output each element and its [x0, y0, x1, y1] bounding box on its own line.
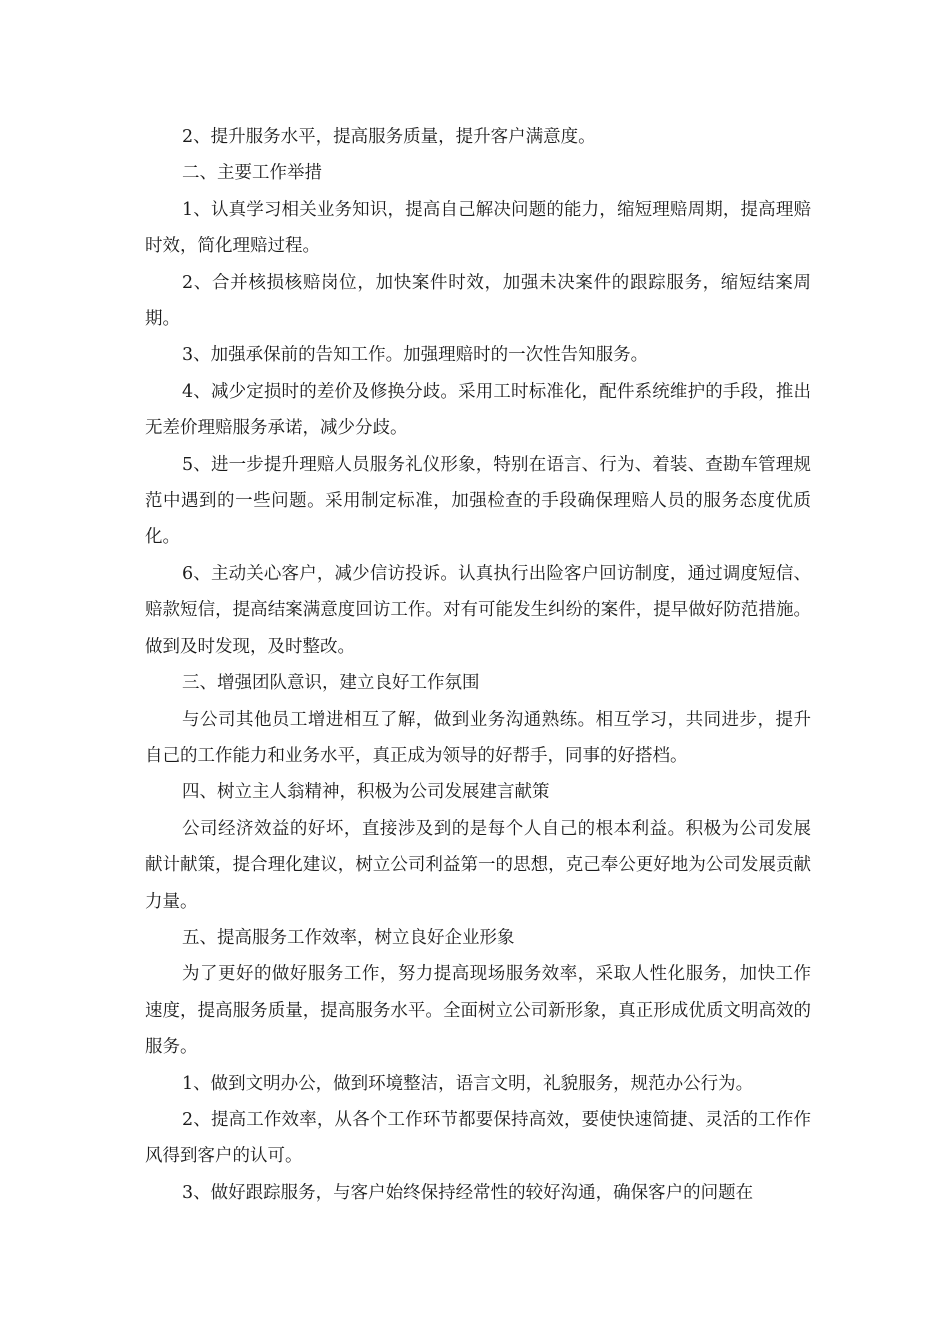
section-heading: 三、增强团队意识，建立良好工作氛围	[182, 673, 480, 694]
paragraph: 3、加强承保前的告知工作。加强理赔时的一次性告知服务。	[182, 345, 649, 366]
paragraph: 1、认真学习相关业务知识，提高自己解决问题的能力，缩短理赔周期，提高理赔时效，简化理赔过程。	[145, 199, 811, 257]
document-body	[145, 119, 811, 1211]
paragraph: 3、做好跟踪服务，与客户始终保持经常性的较好沟通，确保客户的问题在	[182, 1182, 754, 1203]
paragraph: 为了更好的做好服务工作，努力提高现场服务效率，采取人性化服务，加快工作速度，提高服务质量，提高服务水平。全面树立公司新形象，真正形成优质文明高效的服务。	[145, 964, 811, 1058]
paragraph: 2、合并核损核赔岗位，加快案件时效，加强未决案件的跟踪服务，缩短结案周期。	[145, 272, 811, 330]
section-heading: 五、提高服务工作效率，树立良好企业形象	[182, 927, 515, 948]
paragraph: 公司经济效益的好坏，直接涉及到的是每个人自己的根本利益。积极为公司发展献计献策，提合理化建议，树立公司利益第一的思想，克己奉公更好地为公司发展贡献力量。	[145, 818, 811, 912]
paragraph: 与公司其他员工增进相互了解，做到业务沟通熟练。相互学习，共同进步，提升自己的工作能力和业务水平，真正成为领导的好帮手，同事的好搭档。	[145, 709, 811, 766]
paragraph: 5、进一步提升理赔人员服务礼仪形象，特别在语言、行为、着装、查勘车管理规范中遇到的一些问题。采用制定标准，加强检查的手段确保理赔人员的服务态度优质化。	[145, 454, 811, 548]
paragraph: 2、提高工作效率，从各个工作环节都要保持高效，要使快速简捷、灵活的工作作风得到客户的认可。	[145, 1109, 811, 1167]
paragraph: 6、主动关心客户，减少信访投诉。认真执行出险客户回访制度，通过调度短信、赔款短信，提高结案满意度回访工作。对有可能发生纠纷的案件，提早做好防范措施。做到及时发现，及时整改。	[145, 563, 811, 657]
paragraph: 1、做到文明办公，做到环境整洁，语言文明，礼貌服务，规范办公行为。	[182, 1073, 754, 1094]
section-heading: 二、主要工作举措	[182, 163, 322, 184]
section-heading: 四、树立主人翁精神，积极为公司发展建言献策	[182, 782, 550, 803]
paragraph: 4、减少定损时的差价及修换分歧。采用工时标准化，配件系统维护的手段，推出无差价理赔服务承诺，减少分歧。	[145, 381, 811, 439]
paragraph: 2、提升服务水平，提高服务质量，提升客户满意度。	[182, 127, 596, 147]
